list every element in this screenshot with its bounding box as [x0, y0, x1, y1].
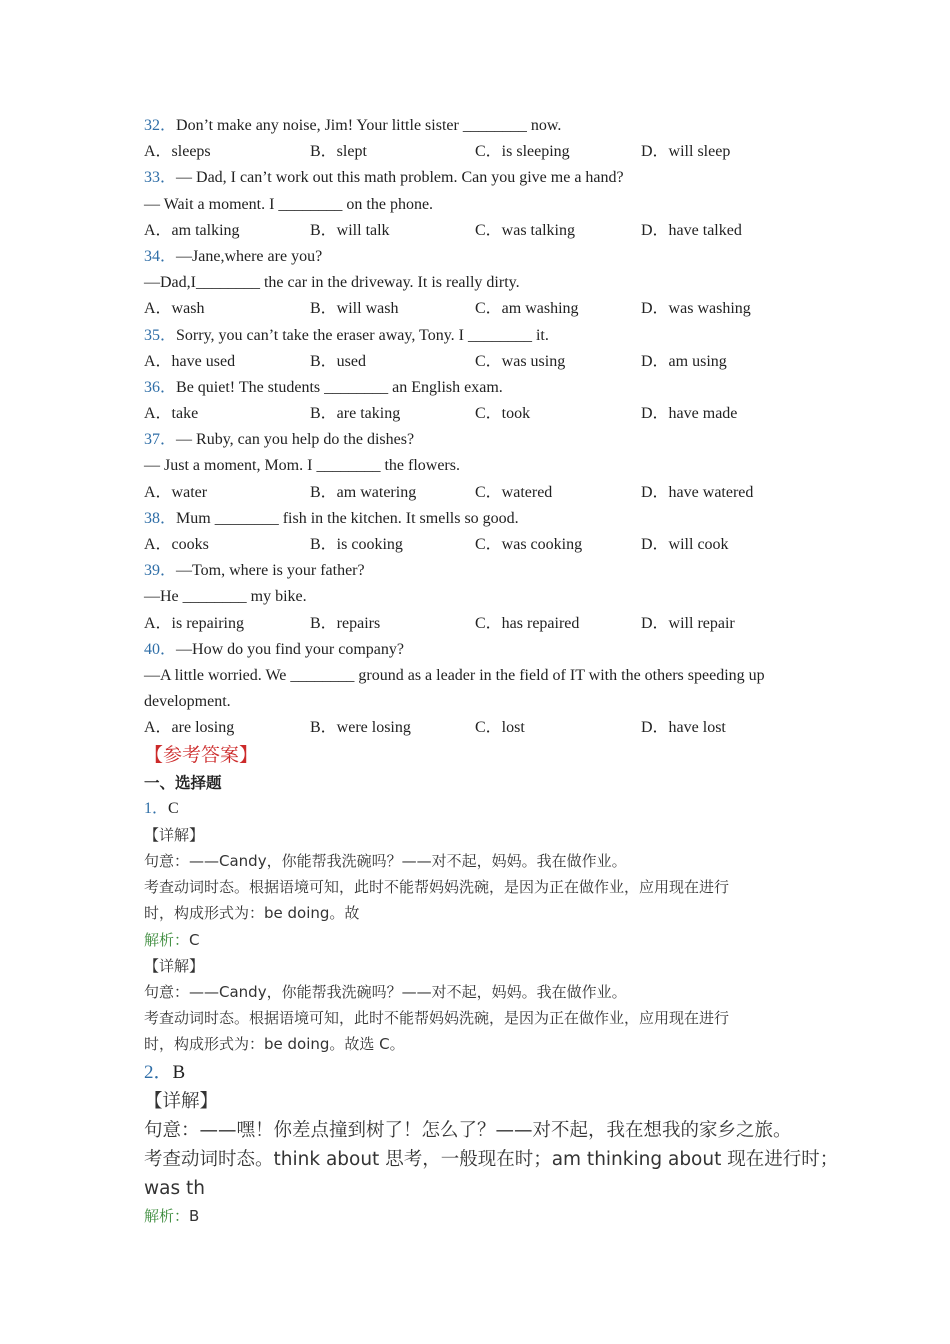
- options-row: [144, 480, 824, 506]
- question-number: 38．: [144, 509, 177, 527]
- explanation-line: 时，构成形式为：be doing。故: [144, 904, 360, 923]
- question-text: —A little worried. We ________ ground as a leader in the field of IT with the others speeding up: [144, 666, 765, 684]
- question-text: — Dad, I can’t work out this math problem. Can you give me a hand?: [176, 169, 624, 187]
- question-text: Don’t make any noise, Jim! Your little sister ________ now.: [176, 117, 562, 134]
- option-c: C．was using: [475, 352, 566, 370]
- question-text: Sorry, you can’t take the eraser away, Tony. I ________ it.: [176, 326, 549, 344]
- option-c: C．was cooking: [475, 536, 583, 553]
- options-row: [144, 139, 824, 165]
- options-row: [144, 218, 824, 244]
- explanation-line: 句意：——Candy，你能帮我洗碗吗？——对不起，妈妈。我在做作业。: [144, 852, 627, 871]
- analysis-label: 解析：: [144, 930, 190, 949]
- question-stem-line: [144, 323, 824, 349]
- question-number: 37．: [144, 431, 177, 449]
- option-c: C．has repaired: [475, 614, 580, 632]
- options-row: [144, 401, 824, 427]
- options-row: [144, 532, 824, 558]
- question-number: 33．: [144, 169, 177, 187]
- explanation-line: 句意：——嘿！你差点撞到树了！怎么了？——对不起，我在想我的家乡之旅。: [144, 1119, 792, 1141]
- question-text: development.: [144, 693, 231, 711]
- question-block: [144, 113, 824, 165]
- option-b: B．used: [310, 352, 367, 370]
- question-text: — Ruby, can you help do the dishes?: [176, 431, 415, 449]
- analysis-label: 解析：: [144, 1206, 190, 1225]
- answer-value: C: [168, 799, 179, 817]
- options-row: [144, 715, 824, 741]
- question-stem-line: [144, 689, 824, 715]
- options-row: [144, 611, 824, 637]
- question-stem-line: [144, 375, 824, 401]
- option-d: D．will sleep: [641, 143, 731, 161]
- explanation-line: 句意：——Candy，你能帮我洗碗吗？——对不起，妈妈。我在做作业。: [144, 983, 627, 1001]
- option-c: C．took: [475, 405, 531, 423]
- question-text: —Jane,where are you?: [176, 247, 323, 265]
- option-d: D．will repair: [641, 614, 735, 632]
- analysis-value: C: [189, 930, 200, 949]
- question-stem-line: [144, 270, 824, 296]
- option-b: B．were losing: [310, 719, 411, 737]
- option-c: C．was talking: [475, 221, 575, 239]
- analysis-line: [144, 927, 824, 953]
- detail-label: 【详解】: [144, 1090, 219, 1112]
- option-b: B．repairs: [310, 614, 381, 632]
- question-block: [144, 558, 824, 637]
- question-number: 40．: [144, 640, 177, 658]
- question-list: [144, 113, 824, 742]
- option-c: C．watered: [475, 483, 553, 501]
- question-number: 39．: [144, 562, 177, 580]
- question-text: — Just a moment, Mom. I ________ the flowers.: [144, 457, 460, 475]
- explanation-line: 时，构成形式为：be doing。故选 C。: [144, 1035, 405, 1054]
- option-d: D．am using: [641, 352, 727, 370]
- question-number: 36．: [144, 378, 177, 396]
- question-text: Mum ________ fish in the kitchen. It smells so good.: [176, 509, 519, 527]
- question-text: Be quiet! The students ________ an English exam.: [176, 378, 503, 396]
- analysis-value: B: [189, 1206, 200, 1225]
- option-d: D．have talked: [641, 221, 742, 239]
- question-number: 34．: [144, 247, 177, 265]
- question-stem-line: [144, 244, 824, 270]
- question-number: 35．: [144, 326, 177, 344]
- option-b: B．slept: [310, 143, 367, 161]
- question-text: —He ________ my bike.: [144, 588, 307, 606]
- option-a: A．sleeps: [144, 143, 211, 161]
- question-stem-line: [144, 192, 824, 218]
- explanation-line: 考查动词时态。根据语境可知，此时不能帮妈妈洗碗，是因为正在做作业，应用现在进行: [144, 1009, 730, 1028]
- option-d: D．will cook: [641, 536, 729, 553]
- option-a: A．wash: [144, 300, 205, 318]
- option-d: D．was washing: [641, 300, 751, 318]
- question-block: [144, 165, 824, 244]
- options-row: [144, 296, 824, 322]
- question-text: —How do you find your company?: [176, 640, 404, 658]
- option-b: B．will wash: [310, 300, 399, 318]
- answer-value: B: [172, 1061, 186, 1083]
- detail-label: 【详解】: [144, 825, 205, 844]
- question-number: 32．: [144, 117, 177, 134]
- option-a: A．is repairing: [144, 614, 244, 632]
- question-stem-line: [144, 453, 824, 479]
- answer-number: 2．: [144, 1061, 173, 1083]
- options-row: [144, 349, 824, 375]
- option-c: C．lost: [475, 719, 525, 737]
- analysis-line: [144, 1203, 824, 1229]
- option-a: A．are losing: [144, 719, 235, 737]
- question-block: [144, 375, 824, 427]
- answer-1: [144, 796, 824, 822]
- question-text: — Wait a moment. I ________ on the phone.: [144, 195, 434, 213]
- question-block: [144, 323, 824, 375]
- question-stem-line: [144, 506, 824, 532]
- option-a: A．am talking: [144, 221, 240, 239]
- option-a: A．water: [144, 483, 208, 501]
- question-stem-line: [144, 165, 824, 191]
- option-b: B．will talk: [310, 221, 390, 239]
- option-b: B．is cooking: [310, 536, 403, 553]
- detail-label: 【详解】: [144, 956, 205, 975]
- option-d: D．have made: [641, 405, 738, 423]
- explanation-line: was th: [144, 1177, 205, 1199]
- option-c: C．am washing: [475, 300, 579, 318]
- question-block: [144, 506, 824, 558]
- question-block: [144, 427, 824, 506]
- question-block: [144, 637, 824, 742]
- question-stem-line: [144, 637, 824, 663]
- option-b: B．am watering: [310, 483, 417, 501]
- question-stem-line: [144, 663, 824, 689]
- document-page: [144, 113, 839, 1229]
- option-d: D．have lost: [641, 719, 726, 737]
- option-c: C．is sleeping: [475, 143, 570, 161]
- option-a: A．take: [144, 405, 199, 423]
- option-d: D．have watered: [641, 483, 754, 501]
- question-stem-line: [144, 558, 824, 584]
- option-a: A．cooks: [144, 536, 209, 553]
- question-block: [144, 244, 824, 323]
- answer-heading: 【参考答案】: [144, 744, 259, 766]
- option-b: B．are taking: [310, 405, 401, 423]
- explanation-line: 考查动词时态。think about 思考，一般现在时；am thinking about 现在进行时；: [144, 1148, 839, 1170]
- explanation-line: 考查动词时态。根据语境可知，此时不能帮妈妈洗碗，是因为正在做作业，应用现在进行: [144, 878, 730, 897]
- question-text: —Tom, where is your father?: [176, 562, 365, 580]
- section-title: 一、选择题: [144, 773, 222, 792]
- question-text: —Dad,I________ the car in the driveway. It is really dirty.: [144, 274, 520, 292]
- question-stem-line: [144, 113, 824, 139]
- question-stem-line: [144, 584, 824, 610]
- answer-number: 1．: [144, 799, 169, 817]
- answer-2: [144, 1058, 824, 1087]
- question-stem-line: [144, 427, 824, 453]
- option-a: A．have used: [144, 352, 236, 370]
